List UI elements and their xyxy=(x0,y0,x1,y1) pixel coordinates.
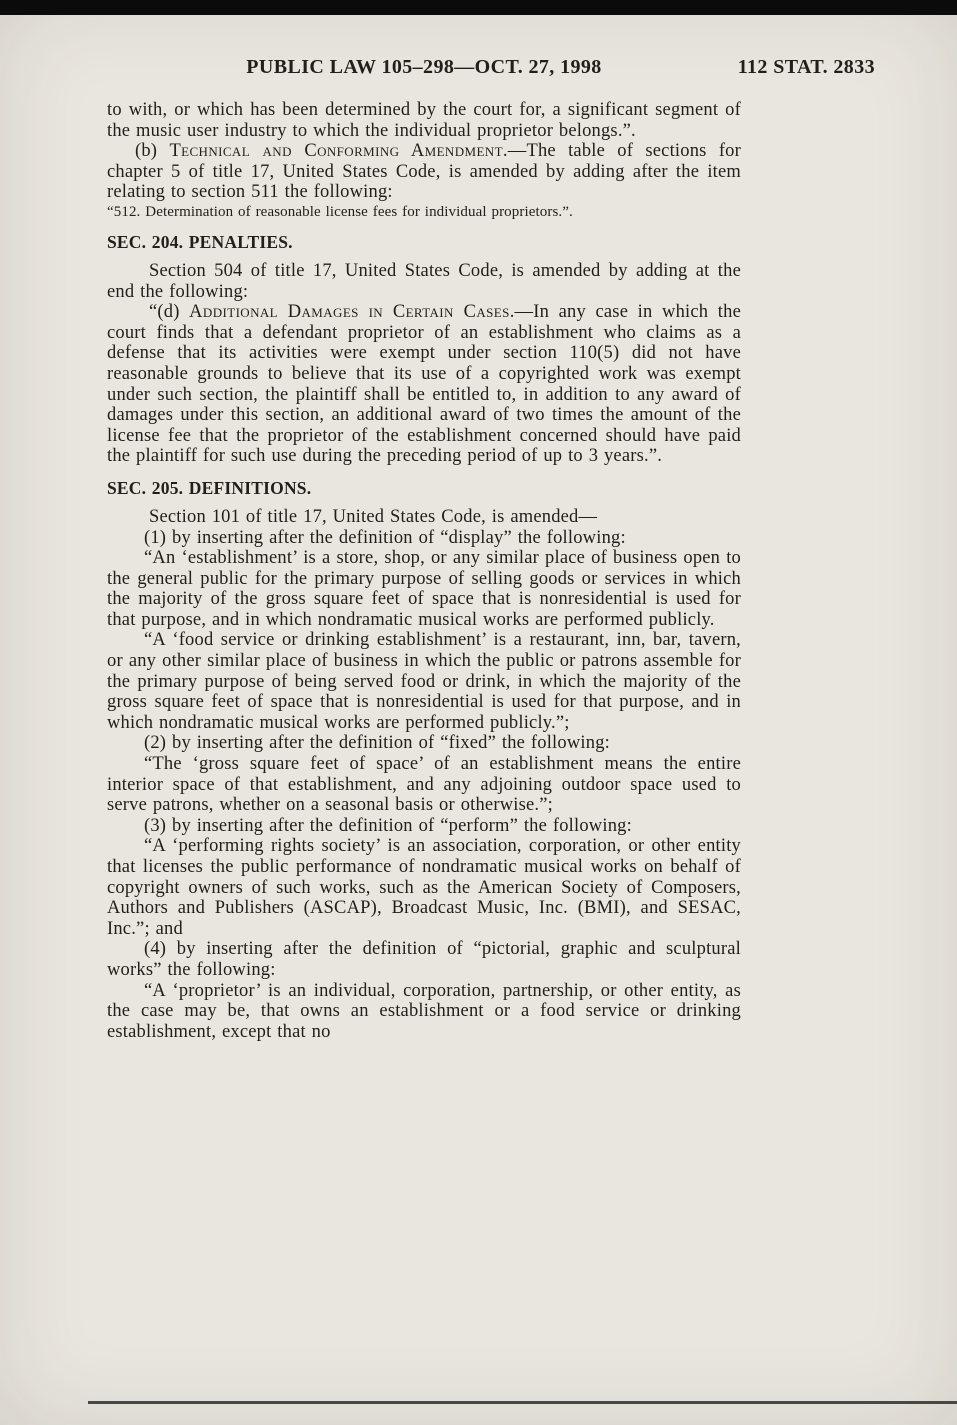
section-heading-204: SEC. 204. PENALTIES. xyxy=(107,231,293,252)
running-header xyxy=(107,56,875,82)
paragraph-item-4: (4) by inserting after the definition of “pictorial, graphic and sculptural works” the following: xyxy=(107,939,741,980)
law-title: PUBLIC LAW 105–298—OCT. 27, 1998 xyxy=(246,56,602,78)
table-of-sections-entry: “512. Determination of reasonable license fees for individual proprietors.”. xyxy=(107,203,573,220)
text-run: “(d) xyxy=(149,302,190,323)
paragraph-def-performing-rights-society: “A ‘performing rights society’ is an association, corporation, or other entity that licenses the public performance of nondramatic musical works on behalf of copyright owners of such works, such as the American Society of Composers, Authors and Publishers (ASCAP), Broadcast Music, Inc. (BMI), and SESAC, Inc.”; and xyxy=(107,836,741,939)
paragraph-item-3: (3) by inserting after the definition of “perform” the following: xyxy=(144,815,632,836)
small-caps-run: Technical and Conforming Amendment xyxy=(169,141,503,162)
paragraph-def-gross-square-feet: “The ‘gross square feet of space’ of an establishment means the entire interior space of that establishment, and any adjoining outdoor space used to serve patrons, whether on a seasonal basis or otherwise.”; xyxy=(107,754,741,816)
statute-text xyxy=(107,100,741,1042)
paragraph-sec205-intro: Section 101 of title 17, United States Code, is amended— xyxy=(149,506,598,527)
section-heading-205: SEC. 205. DEFINITIONS. xyxy=(107,477,312,498)
paragraph-sec204-intro: Section 504 of title 17, United States Code, is amended by adding at the end the following: xyxy=(107,260,741,302)
page-content-area xyxy=(107,56,875,1042)
paragraph-item-1: (1) by inserting after the definition of “display” the following: xyxy=(144,527,626,548)
text-run: .—The table of sections for chapter 5 of title 17, United States Code, is amended by adding after the item relating to section 511 the following: xyxy=(107,141,741,203)
text-run: (b) xyxy=(135,141,170,162)
stat-page-number: 112 STAT. 2833 xyxy=(737,56,875,78)
paragraph-item-2: (2) by inserting after the definition of “fixed” the following: xyxy=(144,733,610,754)
paragraph-continuation: to with, or which has been determined by the court for, a significant segment of the music user industry to which the individual proprietor belongs.”. xyxy=(107,100,741,141)
small-caps-run: Additional Damages in Certain Cases xyxy=(189,302,510,323)
text-run: .—In any case in which the court finds that a defendant proprietor of an establishment who claims as a defense that its activities were exempt under section 110(5) did not have reasonable grounds to believe that its use of a copyrighted work was exempt under such section, the plaintiff shall be entitled to, in addition to any award of damages under this section, an additional award of two times the amount of the license fee that the proprietor of the establishment concerned should have paid the plaintiff for such use during the preceding period of up to 3 years.”. xyxy=(107,302,741,467)
paragraph-subsection-b xyxy=(107,141,741,203)
paragraph-def-proprietor: “A ‘proprietor’ is an individual, corporation, partnership, or other entity, as the case may be, that owns an establishment or a food service or drinking establishment, except that no xyxy=(107,980,741,1042)
paragraph-sec204-subsection-d xyxy=(107,302,741,467)
paragraph-def-establishment: “An ‘establishment’ is a store, shop, or any similar place of business open to the general public for the primary purpose of selling goods or services in which the majority of the gross square feet of space that is nonresidential is used for that purpose, and in which nondramatic musical works are performed publicly. xyxy=(107,548,741,630)
scan-edge-top xyxy=(0,0,957,15)
paragraph-def-food-service: “A ‘food service or drinking establishment’ is a restaurant, inn, bar, tavern, or any other similar place of business in which the public or patrons assemble for the primary purpose of being served food or drink, in which the majority of the gross square feet of space that is nonresidential is used for that purpose, and in which nondramatic musical works are performed publicly.”; xyxy=(107,630,741,733)
scan-artifact-line xyxy=(88,1401,957,1404)
